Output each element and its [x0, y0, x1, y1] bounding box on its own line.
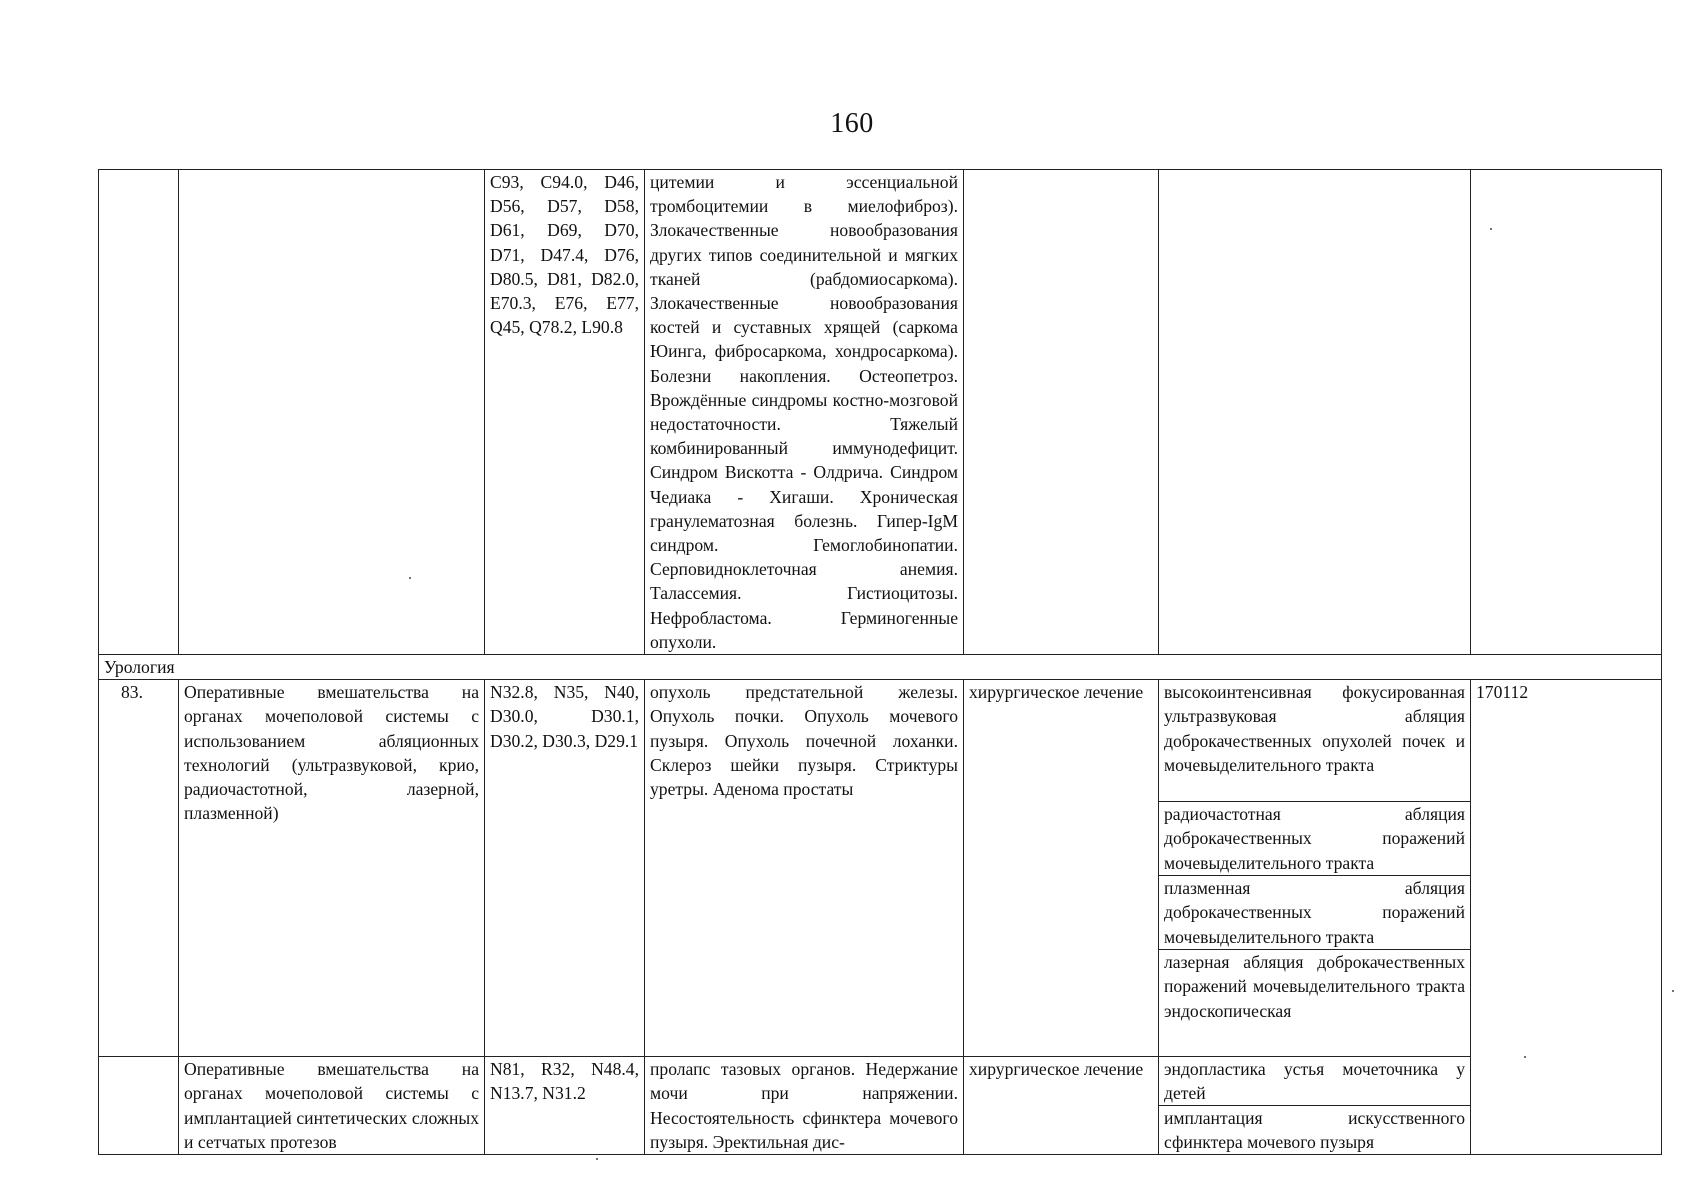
- table-row-83: [99, 680, 1662, 1057]
- method-item: плазменная абляция доброкачественных поражений мочевыделительного тракта: [1159, 875, 1470, 949]
- cell-name: [179, 170, 485, 655]
- cell-number: [99, 170, 179, 655]
- section-title: Урология: [99, 655, 1662, 680]
- cell-methods: [1159, 1057, 1471, 1155]
- section-header-row: [99, 655, 1662, 680]
- cell-number: 83.: [99, 680, 179, 1057]
- method-item: высокоинтенсивная фокусированная ультразвуковая абляция доброкачественных опухолей почек и мочевыделительного тракта: [1164, 682, 1465, 775]
- method-item: лазерная абляция доброкачественных поражений мочевыделительного тракта эндоскопическая: [1159, 949, 1470, 1047]
- cell-diagnosis: пролапс тазовых органов. Недержание мочи при напряжении. Несостоятельность сфинктера мочевого пузыря. Эректильная дис-: [645, 1057, 964, 1155]
- cell-diagnosis: цитемии и эссенциальной тромбоцитемии в миелофиброз). Злокачественные новообразования других типов соединительной и мягких тканей (рабдомиосаркома). Злокачественные новообразования костей и суставных хрящей (саркома Юинга, фибросаркома, хондросаркома). Болезни накопления. Остеопетроз. Врождённые синдромы костно-мозговой недостаточности. Тяжелый комбинированный иммунодефицит. Синдром Вискотта - Олдрича. Синдром Чедиака - Хигаши. Хроническая гранулематозная болезнь. Гипер-IgM синдром. Гемоглобинопатии. Серповидноклеточная анемия. Талассемия. Гистиоцитозы. Нефробластома. Герминогенные опухоли.: [645, 170, 964, 655]
- services-table: [98, 169, 1662, 1155]
- cell-treatment-type: хирургическое лечение: [964, 1057, 1159, 1155]
- page-number: 160: [830, 108, 874, 139]
- cell-codes: N81, R32, N48.4, N13.7, N31.2: [485, 1057, 645, 1155]
- table-row-continued: [99, 170, 1662, 655]
- cell-treatment-type: хирургическое лечение: [964, 680, 1159, 1057]
- cell-name: Оперативные вмешательства на органах мочеполовой системы с использованием абляционных технологий (ультразвуковой, крио, радиочастотной, лазерной, плазменной): [179, 680, 485, 1057]
- method-item: эндопластика устья мочеточника у детей: [1164, 1059, 1465, 1104]
- cell-cost: 170112: [1471, 680, 1662, 1155]
- scan-speck: [1490, 228, 1492, 230]
- method-item: радиочастотная абляция доброкачественных поражений мочевыделительного тракта: [1159, 801, 1470, 875]
- cell-methods: [1159, 680, 1471, 1057]
- cell-name: Оперативные вмешательства на органах мочеполовой системы с имплантацией синтетических сложных и сетчатых протезов: [179, 1057, 485, 1155]
- cell-number: [99, 1057, 179, 1155]
- cell-cost: [1471, 170, 1662, 655]
- cell-methods: [1159, 170, 1471, 655]
- cell-codes: N32.8, N35, N40, D30.0, D30.1, D30.2, D30.3, D29.1: [485, 680, 645, 1057]
- method-item: имплантация искусственного сфинктера мочевого пузыря: [1159, 1105, 1470, 1154]
- scan-speck: [1524, 1056, 1526, 1058]
- scan-speck: [596, 1158, 598, 1160]
- scan-speck: [1672, 990, 1674, 992]
- table-row-83b: [99, 1057, 1662, 1155]
- cell-treatment-type: [964, 170, 1159, 655]
- cell-codes: С93, С94.0, D46, D56, D57, D58, D61, D69, D70, D71, D47.4, D76, D80.5, D81, D82.0, E70.3, E76, E77, Q45, Q78.2, L90.8: [485, 170, 645, 655]
- scan-speck: [409, 577, 411, 579]
- cell-diagnosis: опухоль предстательной железы. Опухоль почки. Опухоль мочевого пузыря. Опухоль почечной лоханки. Склероз шейки пузыря. Стриктуры уретры. Аденома простаты: [645, 680, 964, 1057]
